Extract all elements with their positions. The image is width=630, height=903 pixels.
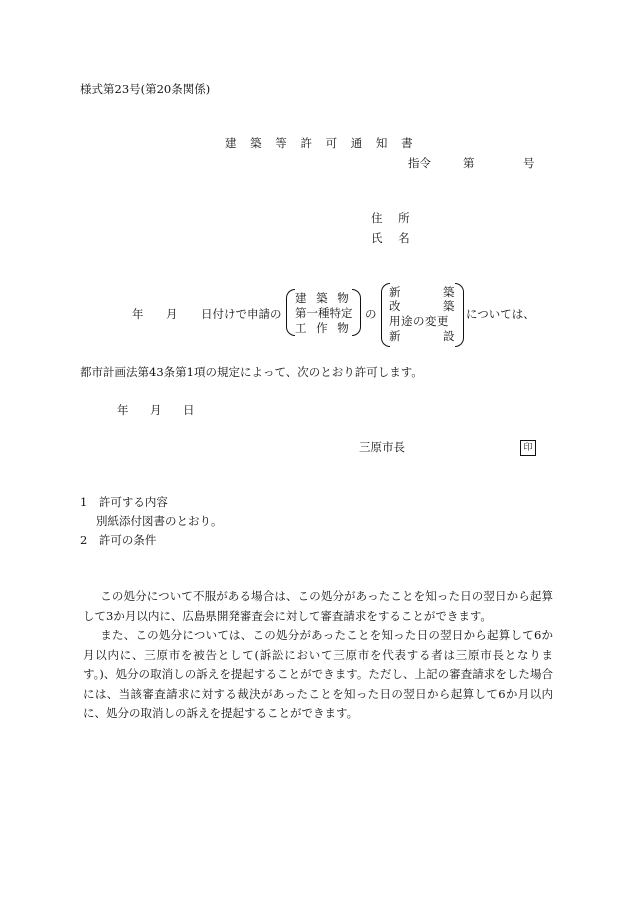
application-tail: については、: [466, 307, 535, 321]
action-use-change: 用途の変更: [389, 314, 449, 328]
action-new-a: 新: [389, 285, 401, 299]
item-1-label: 1 許可する内容: [80, 495, 168, 509]
name-label: 氏 名: [371, 231, 416, 245]
issue-month: 月: [150, 403, 162, 417]
appeal-notice: [83, 587, 553, 724]
legal-basis: 都市計画法第43条第1項の規定によって、次のとおり許可します。: [80, 365, 423, 379]
application-year: 年: [132, 307, 144, 321]
form-label: 様式第23号(第20条関係): [80, 82, 211, 96]
issue-year: 年: [117, 403, 129, 417]
object-bracket-right: [352, 289, 361, 336]
object-option-structure: 工 作 物: [295, 321, 352, 335]
document-title: 建 築 等 許 可 通 知 書: [225, 136, 418, 150]
item-2-label: 2 許可の条件: [80, 533, 157, 547]
address-label: 住 所: [371, 211, 416, 225]
number-suffix: 号: [523, 156, 535, 170]
action-rebuild-a: 改: [389, 299, 401, 313]
action-bracket-right: [455, 283, 464, 347]
notice-paragraph-1: この処分について不服がある場合は、この処分があったことを知った日の翌日から起算して3か月以内に、広島県開発審査会に対して審査請求をすることができます。: [83, 589, 553, 623]
object-option-building: 建 築 物: [295, 291, 352, 305]
particle-no: の: [365, 307, 377, 321]
item-1-detail: 別紙添付図書のとおり。: [96, 514, 223, 528]
number-prefix: 第: [463, 156, 475, 170]
application-month: 月: [166, 307, 178, 321]
seal-mark: 印: [520, 440, 536, 456]
notice-paragraph-2: また、この処分については、この処分があったことを知った日の翌日から起算して6か月以内に、三原市を被告として(訴訟において三原市を代表する者は三原市長となります。)、処分の取消しの訴えを提起することができます。ただし、上記の審査請求をした場合には、当該審査請求に対する裁決があったことを知った日の翌日から起算して6か月以内に、処分の取消しの訴えを提起することができます。: [83, 628, 553, 720]
action-rebuild-b: 築: [443, 299, 455, 313]
action-install-a: 新: [389, 329, 401, 343]
action-install-b: 設: [443, 329, 455, 343]
issue-day: 日: [183, 403, 195, 417]
action-new-b: 築: [443, 285, 455, 299]
application-date-suffix: 日付けで申請の: [201, 307, 282, 321]
issuer-name: 三原市長: [359, 440, 405, 454]
object-option-type1: 第一種特定: [295, 306, 353, 320]
directive-label: 指令: [408, 156, 431, 170]
object-bracket-left: [286, 289, 295, 336]
